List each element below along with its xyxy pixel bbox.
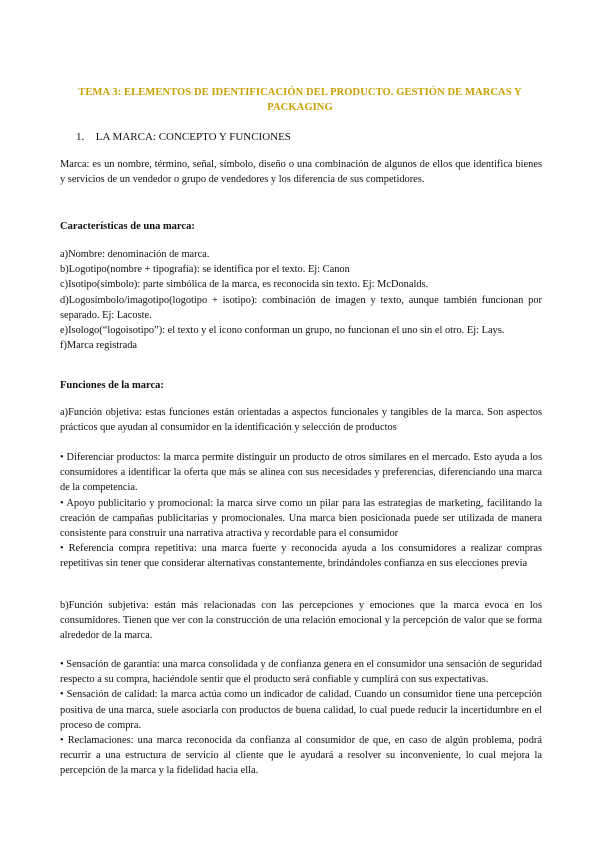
- list-item: • Diferenciar productos: la marca permite distinguir un producto de otros similares en el mercado. Esto ayuda a los consumidores a identificar la oferta que más se alinea con sus necesidades y preferencias, diferenciando una marca de la competencia.: [60, 452, 542, 494]
- list-item: • Sensación de garantía: una marca consolidada y de confianza genera en el consumidor una sensación de seguridad respecto a su compra, haciéndole sentir que el producto será confiable y cumplirá con sus expectativas.: [60, 659, 542, 686]
- characteristics-list: [60, 247, 542, 353]
- functions-heading: Funciones de la marca:: [60, 380, 164, 391]
- definition-paragraph: Marca: es un nombre, término, señal, símbolo, diseño o una combinación de algunos de ellos que identifica bienes y servicios de un vendedor o grupo de vendedores y los diferencia de sus competidores.: [60, 159, 542, 186]
- characteristics-heading: Características de una marca:: [60, 221, 195, 232]
- list-item: • Referencia compra repetitiva: una marca fuerte y reconocida ayuda a los consumidores a realizar compras repetitivas sin tener que considerar alternativas constantemente, brindándoles confianza en sus elecciones previa: [60, 543, 542, 570]
- list-item: c)Isotipo(símbolo): parte simbólica de la marca, es reconocida sin texto. Ej: McDonalds.: [60, 279, 429, 291]
- title-line-1: TEMA 3: ELEMENTOS DE IDENTIFICACIÓN DEL PRODUCTO. GESTIÓN DE MARCAS Y: [78, 87, 522, 98]
- list-item: • Reclamaciones: una marca reconocida da confianza al consumidor de que, en caso de algún problema, podrá recurrir a una estructura de servicio al cliente que le ayudará a resolver su inconveniente, lo cual mejora la percepción de la marca y la fidelidad hacia ella.: [60, 735, 542, 777]
- list-item: d)Logosímbolo/imagotipo(logotipo + isotipo): combinación de imagen y texto, aunque también funcionan por separado. Ej: Lacoste.: [60, 294, 542, 321]
- document-title: [60, 85, 540, 115]
- objective-function-intro: a)Función objetiva: estas funciones están orientadas a aspectos funcionales y tangibles de la marca. Son aspectos prácticos que ayudan al consumidor en la identificación y selección de productos: [60, 407, 542, 434]
- section-heading: [76, 130, 291, 144]
- list-item: f)Marca registrada: [60, 340, 138, 352]
- list-item: a)Nombre: denominación de marca.: [60, 249, 210, 260]
- title-line-2: PACKAGING: [267, 102, 333, 113]
- list-item: b)Logotipo(nombre + tipografía): se identifica por el texto. Ej: Canon: [60, 264, 350, 276]
- section-number: 1.: [76, 131, 85, 143]
- list-item: • Apoyo publicitario y promocional: la marca sirve como un pilar para las estrategias de marketing, facilitando la creación de campañas publicitarias y promocionales. Una marca bien posicionada puede ser utilizada de manera consistente para construir una narrativa atractiva y recordable para el consumidor: [60, 497, 542, 540]
- objective-function-list: [60, 450, 542, 572]
- subjective-function-intro: b)Función subjetiva: están más relacionadas con las percepciones y emociones que la marca evoca en los consumidores. Tienen que ver con la construcción de una relación emocional y la percepción de valor que se forma alrededor de la marca.: [60, 600, 542, 642]
- list-item: • Sensación de calidad: la marca actúa como un indicador de calidad. Cuando un consumidor tiene una percepción positiva de una marca, suele asociarla con productos de buena calidad, lo cual puede reducir la incertidumbre en el proceso de compra.: [60, 689, 542, 731]
- section-heading-text: LA MARCA: CONCEPTO Y FUNCIONES: [95, 131, 291, 143]
- list-item: e)Isologo(“logoisotipo”): el texto y el icono conforman un grupo, no funcionan el uno sin el otro. Ej: Lays.: [60, 325, 505, 337]
- subjective-function-list: [60, 657, 542, 779]
